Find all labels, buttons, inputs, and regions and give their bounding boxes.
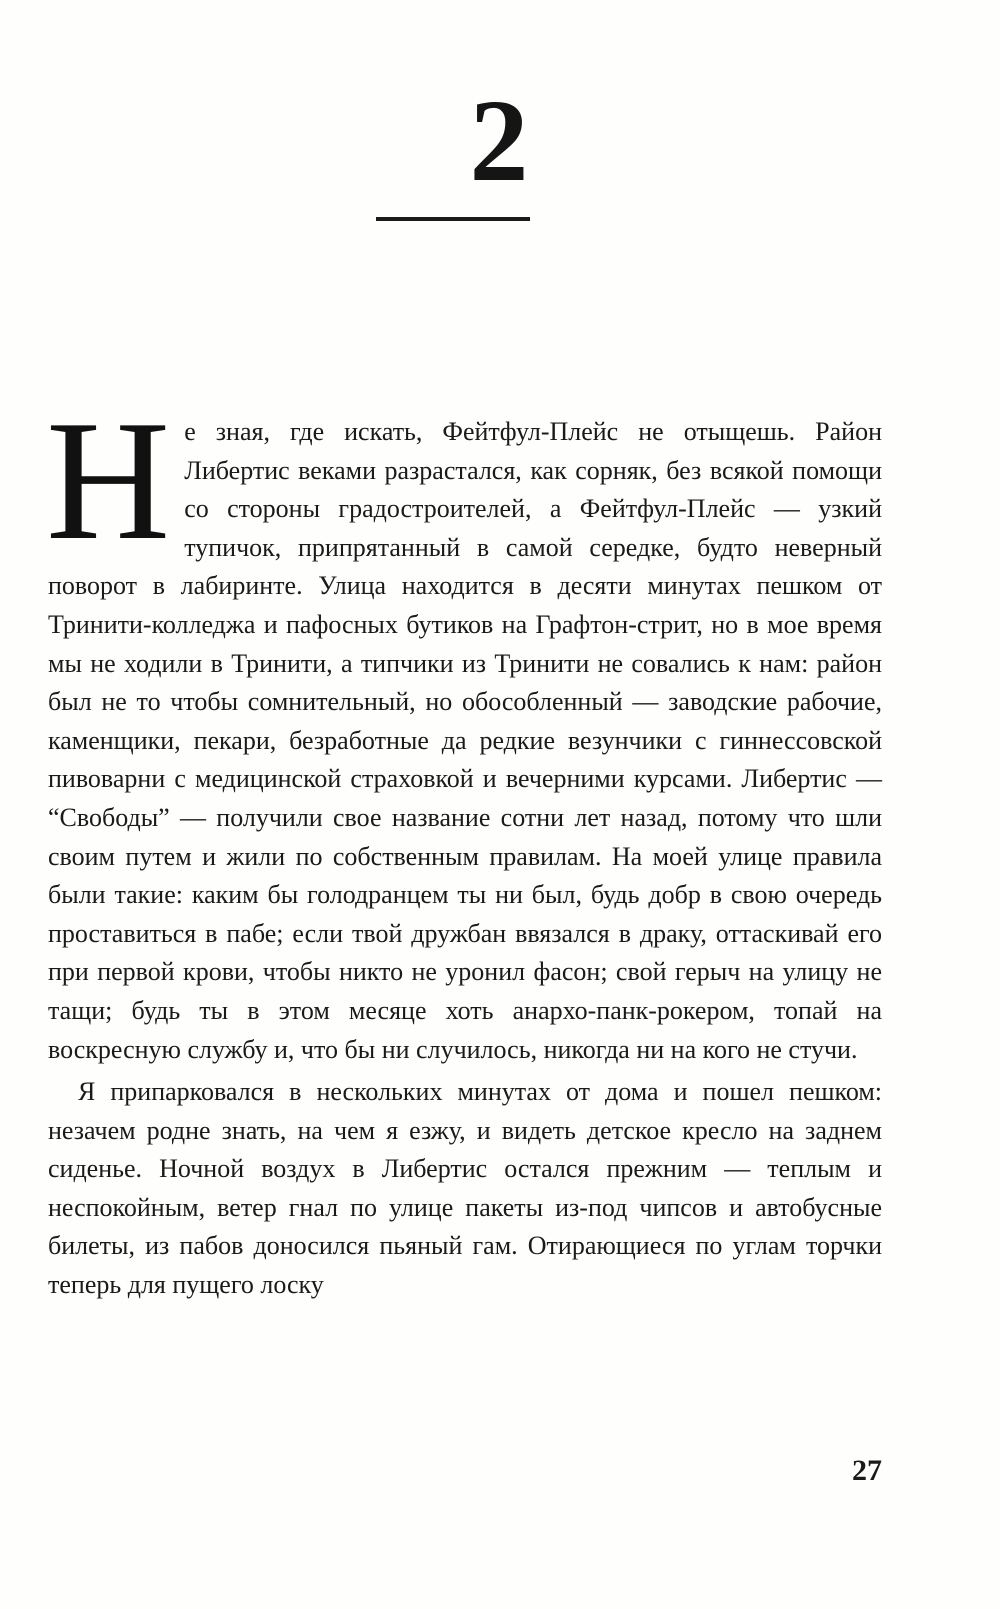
paragraph-2: Я припарковался в нескольких минутах от дома и пошел пешком: незачем родне знать, на чем я езжу, и видеть детское кресло на заднем сиденье. Ночной воздух в Либертис остался прежним — теплым и неспокойным, ветер гнал по улице пакеты из-под чипсов и автобусные билеты, из пабов доносился пьяный гам. Отирающиеся по углам торчки теперь для пущего лоску — [48, 1077, 882, 1300]
drop-cap: Н — [46, 386, 171, 576]
paragraph-1-text: е зная, где искать, Фейтфул-Плейс не отыщешь. Район Либертис веками разрастался, как сорняк, без всякой помощи со стороны градостроителей, а Фейтфул-Плейс — узкий тупичок, припрятанный в самой середке, будто неверный поворот в лабиринте. Улица находится в десяти минутах пешком от Тринити-колледжа и пафосных бутиков на Графтон-стрит, но в мое время мы не ходили в Тринити, а типчики из Тринити не совались к нам: район был не то чтобы сомнительный, но обособленный — заводские рабочие, каменщики, пекари, безработные да редкие везунчики с гиннессовской пивоварни с медицинской страховкой и вечерними курсами. Либертис — “Свободы” — получили свое название сотни лет назад, потому что шли своим путем и жили по собственным правилам. На моей улице правила были такие: каким бы голодранцем ты ни был, будь добр в свою очередь проставиться в пабе; если твой дружбан ввязался в драку, оттаскивай его при первой крови, чтобы никто не уронил фасон; свой герыч на улицу не тащи; будь ты в этом месяце хоть анархо-панк-рокером, топай на воскресную службу и, что бы ни случилось, никогда ни на кого не стучи. — [48, 417, 882, 1064]
paragraph-1 — [46, 386, 882, 1069]
page-number: 27 — [852, 1454, 882, 1487]
chapter-divider-rule — [376, 217, 530, 221]
chapter-text — [46, 386, 882, 1305]
chapter-number: 2 — [469, 75, 531, 206]
